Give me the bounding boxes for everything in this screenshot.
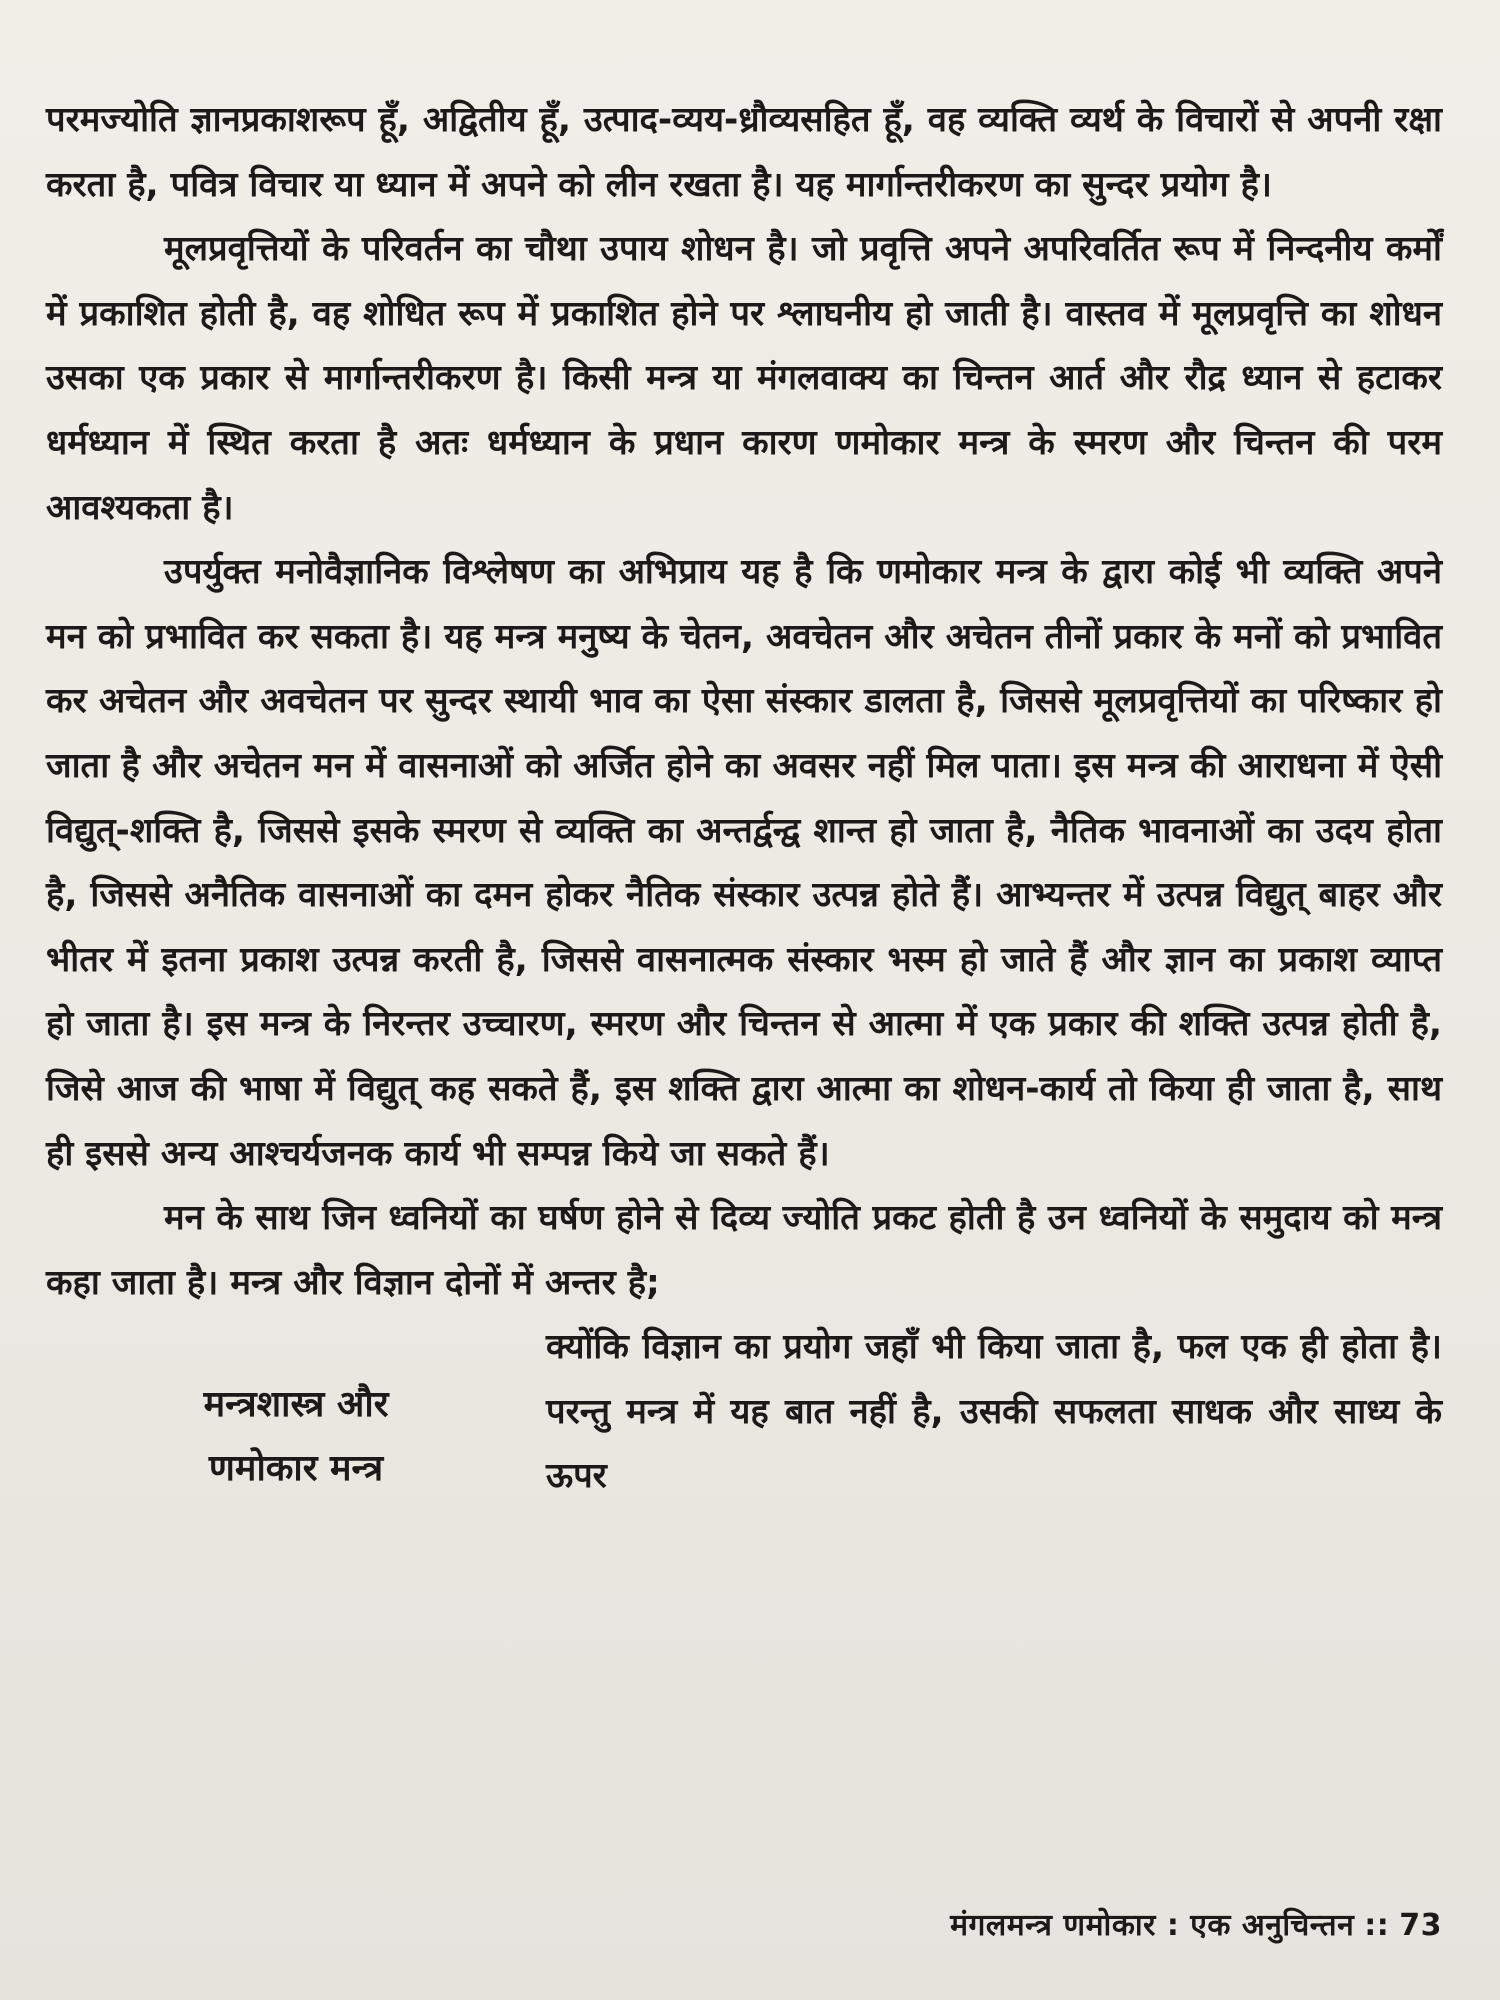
section-block: [46, 1315, 1442, 1509]
page-number: 73: [1399, 1908, 1442, 1943]
paragraph-3: उपर्युक्त मनोवैज्ञानिक विश्लेषण का अभिप्राय यह है कि णमोकार मन्त्र के द्वारा कोई भी व्यक्ति अपने मन को प्रभावित कर सकता है। यह मन्त्र मनुष्य के चेतन, अवचेतन और अचेतन तीनों प्रकार के मनों को प्रभावित कर अचेतन और अवचेतन पर सुन्दर स्थायी भाव का ऐसा संस्कार डालता है, जिससे मूलप्रवृत्तियों का परिष्कार हो जाता है और अचेतन मन में वासनाओं को अर्जित होने का अवसर नहीं मिल पाता। इस मन्त्र की आराधना में ऐसी विद्युत्-शक्ति है, जिससे इसके स्मरण से व्यक्ति का अन्तर्द्वन्द्व शान्त हो जाता है, नैतिक भावनाओं का उदय होता है, जिससे अनैतिक वासनाओं का दमन होकर नैतिक संस्कार उत्पन्न होते हैं। आभ्यन्तर में उत्पन्न विद्युत् बाहर और भीतर में इतना प्रकाश उत्पन्न करती है, जिससे वासनात्मक संस्कार भस्म हो जाते हैं और ज्ञान का प्रकाश व्याप्त हो जाता है। इस मन्त्र के निरन्तर उच्चारण, स्मरण और चिन्तन से आत्मा में एक प्रकार की शक्ति उत्पन्न होती है, जिसे आज की भाषा में विद्युत् कह सकते हैं, इस शक्ति द्वारा आत्मा का शोधन-कार्य तो किया ही जाता है, साथ ही इससे अन्य आश्चर्यजनक कार्य भी सम्पन्न किये जा सकते हैं।: [46, 552, 1442, 1174]
section-heading: [46, 1315, 546, 1501]
section-text-column: [546, 1315, 1442, 1509]
page-footer: [950, 1906, 1442, 1946]
body-text: [46, 88, 1442, 1509]
paragraph-1: परमज्योति ज्ञानप्रकाशरूप हूँ, अद्वितीय हूँ, उत्पाद-व्यय-ध्रौव्यसहित हूँ, वह व्यक्ति व्यर्थ के विचारों से अपनी रक्षा करता है, पवित्र विचार या ध्यान में अपने को लीन रखता है। यह मार्गान्तरीकरण का सुन्दर प्रयोग है।: [46, 100, 1442, 205]
running-title: मंगलमन्त्र णमोकार : एक अनुचिन्तन: [950, 1908, 1355, 1943]
paragraph-4: मन के साथ जिन ध्वनियों का घर्षण होने से दिव्य ज्योति प्रकट होती है उन ध्वनियों के समुदाय को मन्त्र कहा जाता है। मन्त्र और विज्ञान दोनों में अन्तर है;: [46, 1198, 1442, 1303]
section-heading-line-2: णमोकार मन्त्र: [208, 1448, 384, 1490]
section-paragraph: क्योंकि विज्ञान का प्रयोग जहाँ भी किया जाता है, फल एक ही होता है। परन्तु मन्त्र में यह बात नहीं है, उसकी सफलता साधक और साध्य के ऊपर: [546, 1327, 1442, 1497]
footer-separator: ::: [1364, 1908, 1390, 1943]
section-heading-line-1: मन्त्रशास्त्र और: [203, 1384, 389, 1426]
paragraph-2: मूलप्रवृत्तियों के परिवर्तन का चौथा उपाय शोधन है। जो प्रवृत्ति अपने अपरिवर्तित रूप में निन्दनीय कर्मों में प्रकाशित होती है, वह शोधित रूप में प्रकाशित होने पर श्लाघनीय हो जाती है। वास्तव में मूलप्रवृत्ति का शोधन उसका एक प्रकार से मार्गान्तरीकरण है। किसी मन्त्र या मंगलवाक्य का चिन्तन आर्त और रौद्र ध्यान से हटाकर धर्मध्यान में स्थित करता है अतः धर्मध्यान के प्रधान कारण णमोकार मन्त्र के स्मरण और चिन्तन की परम आवश्यकता है।: [46, 229, 1442, 528]
